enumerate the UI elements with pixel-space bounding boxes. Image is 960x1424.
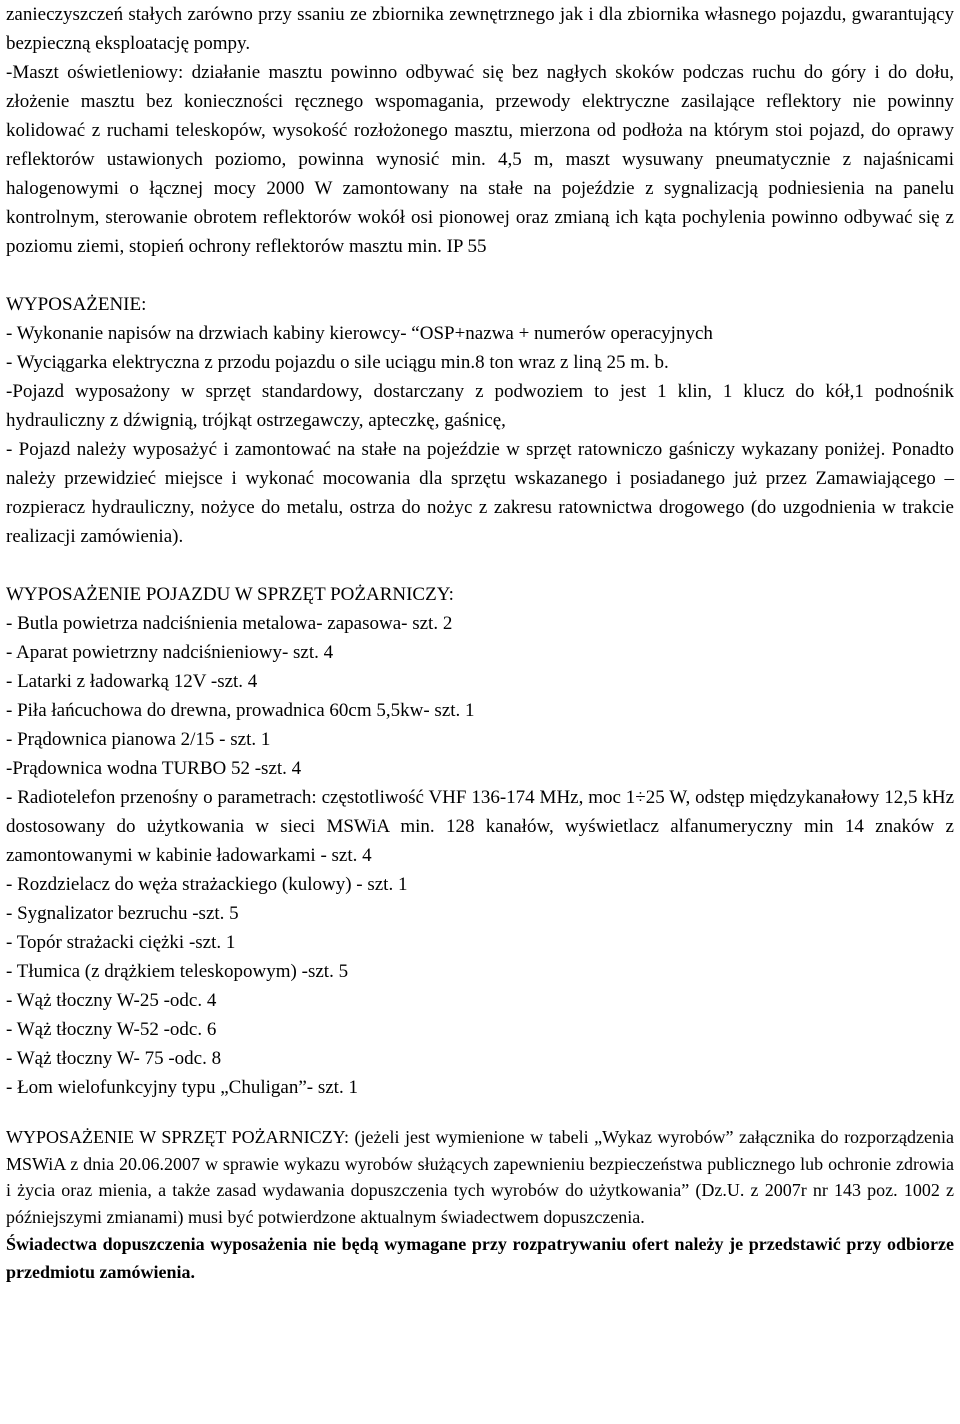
final-note: Świadectwa dopuszczenia wyposażenia nie będą wymagane przy rozpatrywaniu ofert należy je przedstawić przy odbiorze przedmiotu zamówienia.	[6, 1234, 954, 1282]
list-item: - Butla powietrza nadciśnienia metalowa- zapasowa- szt. 2	[6, 613, 453, 634]
equipment-heading: WYPOSAŻENIE:	[6, 294, 147, 315]
intro-paragraph: zanieczyszczeń stałych zarówno przy ssaniu ze zbiornika zewnętrznego jak i dla zbiornika własnego pojazdu, gwarantujący bezpieczną eksploatację pompy.	[6, 4, 954, 54]
list-item: - Prądownica pianowa 2/15 - szt. 1	[6, 729, 271, 750]
list-item: - Sygnalizator bezruchu -szt. 5	[6, 903, 239, 924]
list-item: - Topór strażacki ciężki -szt. 1	[6, 932, 236, 953]
equipment-item: - Wyciągarka elektryczna z przodu pojazdu o sile uciągu min.8 ton wraz z liną 25 m. b.	[6, 352, 669, 373]
list-item: - Wąż tłoczny W-25 -odc. 4	[6, 990, 217, 1011]
equipment-item: - Pojazd należy wyposażyć i zamontować na stałe na pojeździe w sprzęt ratowniczo gaśniczy wykazany poniżej. Ponadto należy przewidzieć miejsce i wykonać mocowania dla sprzętu wskazanego i posiadanego już przez Zamawiającego – rozpieracz hydrauliczny, nożyce do metalu, ostrza do nożyc z zakresu ratownictwa drogowego (do uzgodnienia w trakcie realizacji zamówienia).	[6, 439, 954, 547]
list-item: - Wąż tłoczny W- 75 -odc. 8	[6, 1048, 222, 1069]
equipment-item: - Wykonanie napisów na drzwiach kabiny kierowcy- “OSP+nazwa + numerów operacyjnych	[6, 323, 713, 344]
document-page	[6, 0, 954, 1286]
list-item: -Prądownica wodna TURBO 52 -szt. 4	[6, 758, 302, 779]
list-item: - Radiotelefon przenośny o parametrach: częstotliwość VHF 136-174 MHz, moc 1÷25 W, odstęp międzykanałowy 12,5 kHz dostosowany do użytkowania w sieci MSWiA min. 128 kanałów, wyświetlacz alfanumeryczny min 14 znaków z zamontowanymi w kabinie ładowarkami - szt. 4	[6, 787, 954, 866]
equipment-item: -Pojazd wyposażony w sprzęt standardowy, dostarczany z podwoziem to jest 1 klin, 1 klucz do kół,1 podnośnik hydrauliczny z dźwignią, trójkąt ostrzegawczy, apteczkę, gaśnicę,	[6, 381, 954, 431]
equipment-list	[6, 319, 954, 551]
list-item: - Rozdzielacz do węża strażackiego (kulowy) - szt. 1	[6, 874, 408, 895]
list-item: - Łom wielofunkcyjny typu „Chuligan”- szt. 1	[6, 1077, 358, 1098]
list-item: - Aparat powietrzny nadciśnieniowy- szt. 4	[6, 642, 334, 663]
certificate-paragraph: WYPOSAŻENIE W SPRZĘT POŻARNICZY: (jeżeli jest wymienione w tabeli „Wykaz wyrobów” załącznika do rozporządzenia MSWiA z dnia 20.06.2007 w sprawie wykazu wyrobów służących zapewnieniu bezpieczeństwa publicznego lub ochronie zdrowia i życia oraz mienia, a także zasad wydawania dopuszczenia tych wyrobów do użytkowania” (Dz.U. z 2007r nr 143 poz. 1002 z późniejszymi zmianami) musi być potwierdzone aktualnym świadectwem dopuszczenia.	[6, 1127, 954, 1227]
list-item: - Piła łańcuchowa do drewna, prowadnica 60cm 5,5kw- szt. 1	[6, 700, 475, 721]
list-item: - Latarki z ładowarką 12V -szt. 4	[6, 671, 258, 692]
list-item: - Wąż tłoczny W-52 -odc. 6	[6, 1019, 217, 1040]
mast-paragraph: -Maszt oświetleniowy: działanie masztu powinno odbywać się bez nagłych skoków podczas ruchu do góry i do dołu, złożenie masztu bez konieczności ręcznego wspomagania, przewody elektryczne zasilające reflektory nie powinny kolidować z ruchami teleskopów, wysokość rozłożonego masztu, mierzona od podłoża na którym stoi pojazd, do oprawy reflektorów ustawionych poziomo, powinna wynosić min. 4,5 m, maszt wysuwany pneumatycznie z najaśnicami halogenowymi o łącznej mocy 2000 W zamontowany na stałe na pojeździe z sygnalizacją podniesienia na panelu kontrolnym, sterowanie obrotem reflektorów wokół osi pionowej oraz zmianą ich kąta pochylenia powinno odbywać się z poziomu ziemi, stopień ochrony reflektorów masztu min. IP 55	[6, 62, 954, 257]
fire-equipment-list	[6, 609, 954, 1102]
list-item: - Tłumica (z drążkiem teleskopowym) -szt. 5	[6, 961, 349, 982]
fire-equipment-heading: WYPOSAŻENIE POJAZDU W SPRZĘT POŻARNICZY:	[6, 584, 454, 605]
